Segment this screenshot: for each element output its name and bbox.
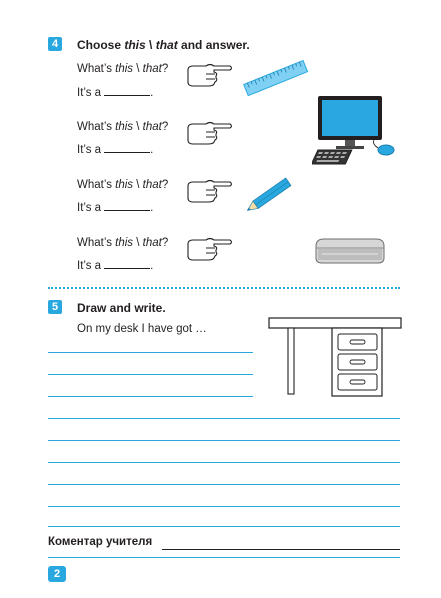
pointing-hand-icon — [186, 178, 234, 204]
ruler-icon — [242, 58, 310, 100]
teacher-comment-line[interactable] — [162, 549, 400, 550]
pencil-case-icon — [312, 236, 388, 266]
answer-blank[interactable] — [104, 86, 150, 96]
writing-line[interactable] — [48, 440, 400, 441]
task-number-badge: 5 — [48, 300, 62, 314]
pointing-hand-icon — [186, 120, 234, 146]
question-line: What’s this \ that? — [77, 237, 169, 249]
pencil-icon — [242, 174, 298, 214]
page-number: 2 — [48, 566, 66, 582]
question-line: What’s this \ that? — [77, 121, 169, 133]
task-5-prompt: On my desk I have got … — [77, 323, 207, 335]
writing-line[interactable] — [48, 396, 253, 397]
task-4-title: Choose this \ that and answer. — [77, 38, 250, 52]
answer-blank[interactable] — [104, 143, 150, 153]
pointing-hand-icon — [186, 236, 234, 262]
writing-line[interactable] — [48, 462, 400, 463]
answer-blank[interactable] — [104, 201, 150, 211]
writing-line[interactable] — [48, 484, 400, 485]
pointing-hand-icon — [186, 62, 234, 88]
footer-line — [48, 557, 400, 558]
answer-line: It’s a . — [77, 202, 154, 214]
writing-line[interactable] — [48, 506, 400, 507]
writing-line[interactable] — [48, 418, 400, 419]
writing-line[interactable] — [48, 352, 253, 353]
question-line: What’s this \ that? — [77, 179, 169, 191]
task-number-badge: 4 — [48, 37, 62, 51]
computer-icon — [312, 94, 398, 170]
writing-line[interactable] — [48, 374, 253, 375]
writing-line[interactable] — [48, 526, 400, 527]
task-5-title: Draw and write. — [77, 301, 166, 315]
answer-line: It’s a . — [77, 87, 154, 99]
teacher-comment-label: Коментар учителя — [48, 536, 153, 548]
desk-icon — [268, 316, 402, 400]
question-line: What’s this \ that? — [77, 63, 169, 75]
answer-line: It’s a . — [77, 260, 154, 272]
section-divider — [48, 287, 400, 289]
answer-line: It’s a . — [77, 144, 154, 156]
answer-blank[interactable] — [104, 259, 150, 269]
